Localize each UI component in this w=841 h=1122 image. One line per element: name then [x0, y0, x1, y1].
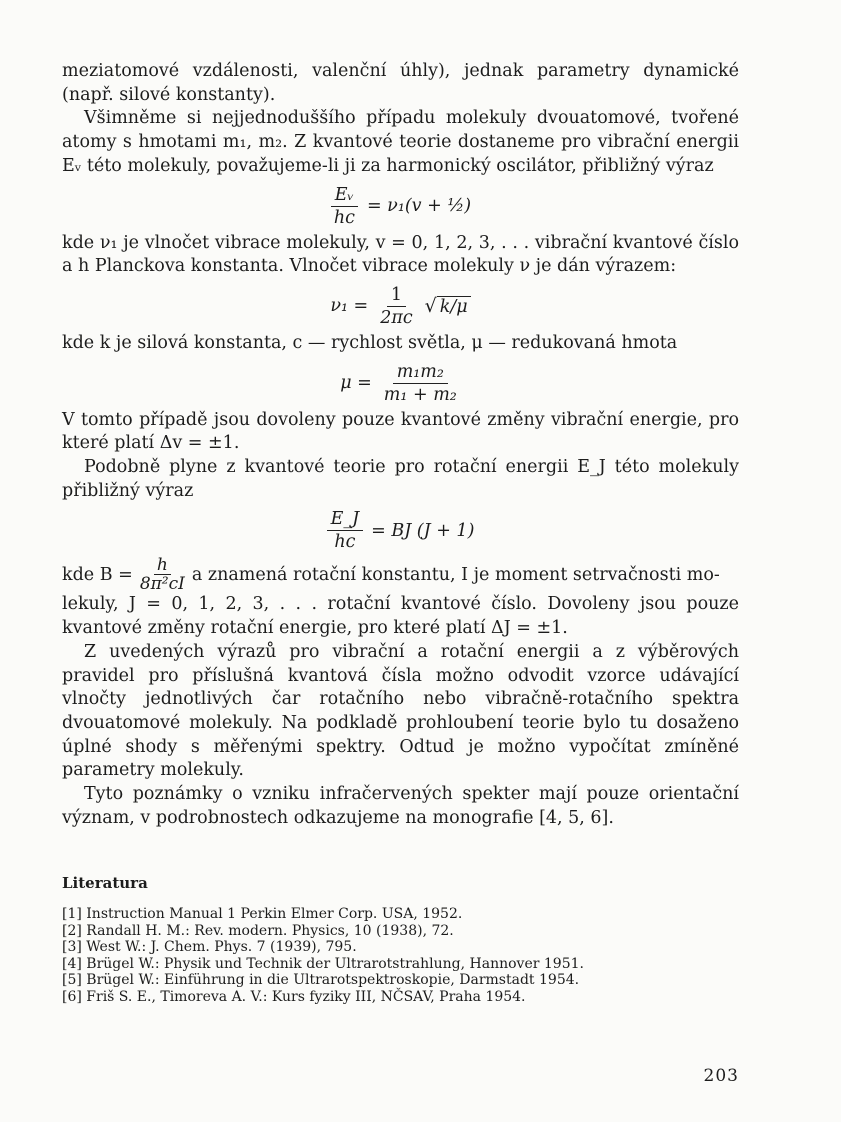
- eq-numerator: m₁m₂: [393, 362, 448, 384]
- reference-item: [2] Randall H. M.: Rev. modern. Physics, 10 (1938), 72.: [62, 922, 454, 939]
- eq-numerator: h: [154, 556, 171, 575]
- reference-item: [1] Instruction Manual 1 Perkin Elmer Corp. USA, 1952.: [62, 906, 463, 923]
- sqrt-icon: √: [424, 295, 437, 318]
- eq-rhs: = BJ (J + 1): [371, 520, 475, 541]
- paragraph: Tyto poznámky o vzniku infračervených spekter mají pouze orientační význam, v podrobnostech odkazujeme na monografie [4, 5, 6].: [62, 784, 739, 828]
- paragraph: Podobně plyne z kvantové teorie pro rotační energii E_J této molekuly přibližný výraz: [62, 457, 739, 501]
- text-fragment: kde B =: [62, 564, 133, 585]
- reference-list: [62, 906, 739, 1005]
- text-fragment: a znamená rotační konstantu, I je moment setrvačnosti mo-: [191, 564, 720, 585]
- eq-denominator: hc: [333, 207, 355, 228]
- eq-denominator: m₁ + m₂: [383, 384, 457, 405]
- reference-item: [5] Brügel W.: Einführung in die Ultrarotspektroskopie, Darmstadt 1954.: [62, 972, 580, 989]
- rotation-constant-line: [62, 556, 739, 593]
- eq-numerator: Eᵥ: [331, 185, 358, 207]
- eq-denominator: hc: [334, 532, 356, 553]
- eq-numerator: 1: [387, 285, 406, 307]
- paragraph: Všimněme si nejjednoduššího případu molekuly dvouatomové, tvořené atomy s hmotami m₁, m₂. Z kvantové teorie dostaneme pro vibrační energii Eᵥ této molekuly, považujeme-li ji za harmonický oscilátor, přibližný výraz: [62, 108, 739, 176]
- page-body: [62, 60, 739, 1005]
- eq-denominator: 2πc: [380, 307, 413, 328]
- paragraph: V tomto případě jsou dovoleny pouze kvantové změny vibrační energie, pro které platí Δv = ±1.: [62, 409, 739, 454]
- equation-reduced-mass: [62, 362, 739, 405]
- reference-item: [3] West W.: J. Chem. Phys. 7 (1939), 795.: [62, 939, 357, 956]
- reference-item: [6] Friš S. E., Timoreva A. V.: Kurs fyziky III, NČSAV, Praha 1954.: [62, 988, 526, 1005]
- literature-heading: Literatura: [62, 874, 148, 893]
- paragraph: lekuly, J = 0, 1, 2, 3, . . . rotační kvantové číslo. Dovoleny jsou pouze kvantové změny rotační energie, pro které platí ΔJ = ±1.: [62, 594, 739, 639]
- eq-numerator: E_J: [327, 509, 364, 531]
- reference-item: [4] Brügel W.: Physik und Technik der Ultrarotstrahlung, Hannover 1951.: [62, 955, 584, 972]
- equation-rotation-energy: [62, 509, 739, 552]
- eq-radicand: k/μ: [437, 296, 471, 317]
- equation-vibration-energy: [62, 185, 739, 228]
- eq-lhs: ν₁ =: [330, 296, 369, 317]
- paragraph: meziatomové vzdálenosti, valenční úhly), jednak parametry dynamické (např. silové konstanty).: [62, 61, 739, 105]
- eq-lhs: μ =: [340, 373, 372, 394]
- eq-denominator: 8π²cI: [139, 574, 185, 595]
- paragraph: Z uvedených výrazů pro vibrační a rotační energii a z výběrových pravidel pro příslušná kvantová čísla možno odvodit vzorce udávající vlnočty jednotlivých čar rotačního nebo vibračně-rotačního spektra dvouatomové molekuly. Na podkladě prohloubení teorie bylo tu dosaženo úplné shody s měřenými spektry. Odtud je možno vypočítat zmíněné parametry molekuly.: [62, 641, 739, 781]
- page-number: 203: [703, 1066, 739, 1086]
- equation-wavenumber: [62, 285, 739, 328]
- paragraph: kde ν₁ je vlnočet vibrace molekuly, v = 0, 1, 2, 3, . . . vibrační kvantové číslo a h Planckova konstanta. Vlnočet vibrace molekuly ν je dán výrazem:: [62, 232, 739, 277]
- eq-rhs: = ν₁(v + ½): [366, 196, 472, 217]
- paragraph: kde k je silová konstanta, c — rychlost světla, μ — redukovaná hmota: [62, 332, 678, 353]
